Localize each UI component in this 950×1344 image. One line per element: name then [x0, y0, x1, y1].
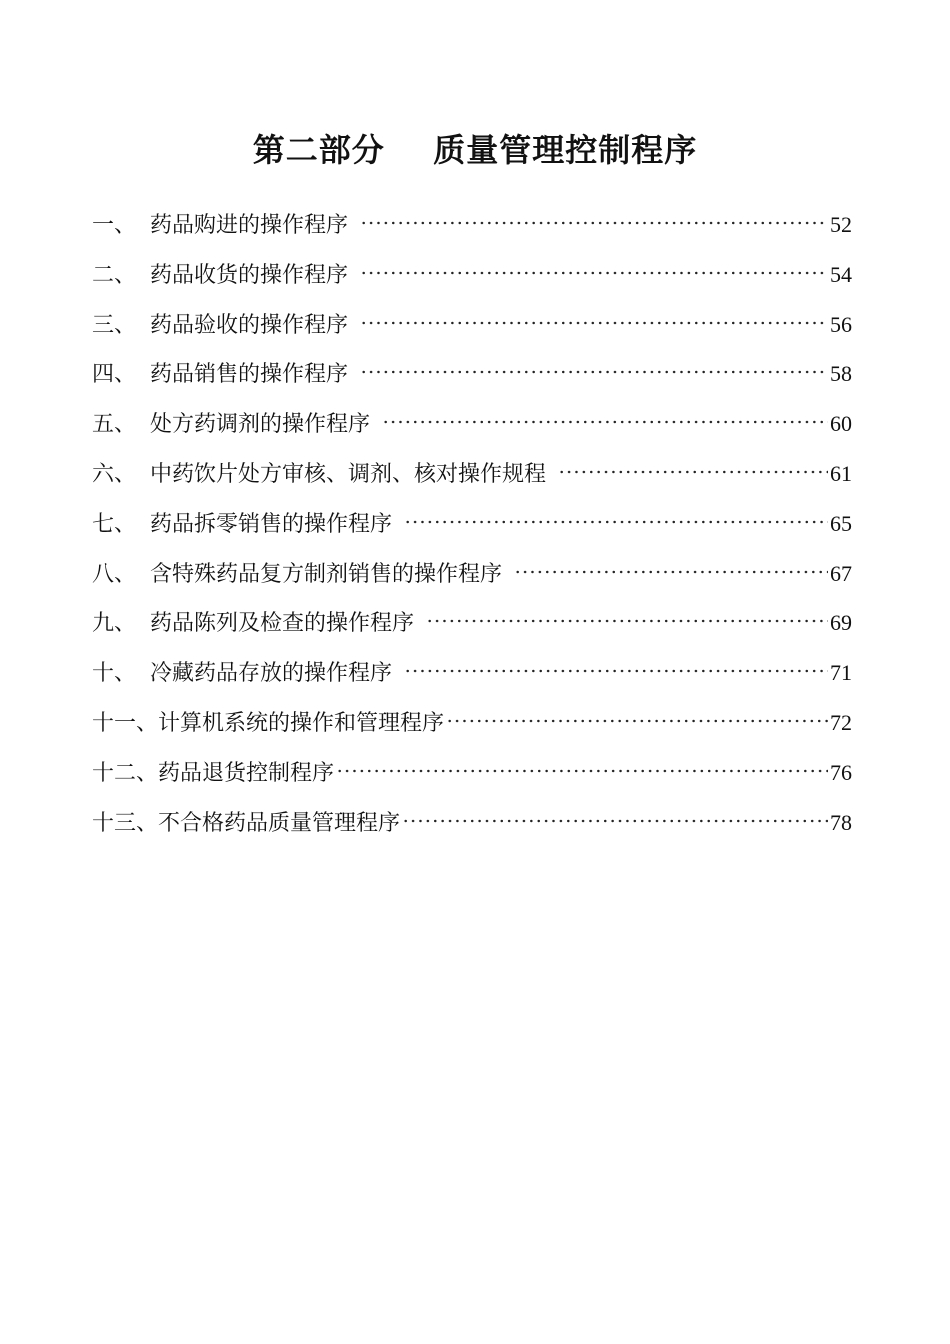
toc-entry[interactable] [92, 354, 852, 404]
toc-dot-leader [360, 271, 828, 275]
toc-entry-page: 72 [830, 709, 852, 735]
toc-entry-page: 69 [830, 610, 852, 636]
toc-entry-label: 药品陈列及检查的操作程序 [150, 611, 415, 637]
toc-entry-label: 计算机系统的操作和管理程序 [158, 710, 445, 736]
toc-entry[interactable] [92, 603, 852, 653]
toc-entry[interactable] [92, 803, 852, 853]
toc-entry-label: 含特殊药品复方制剂销售的操作程序 [150, 561, 503, 587]
toc-entry[interactable] [92, 205, 852, 255]
toc-entry[interactable] [92, 504, 852, 554]
toc-entry-number: 五、 [92, 412, 137, 438]
toc-entry-number: 六、 [92, 461, 137, 487]
toc-entry-number: 二、 [92, 262, 137, 288]
toc-entry-label: 药品购进的操作程序 [150, 213, 349, 238]
toc-entry-page: 78 [830, 809, 852, 835]
toc-entry-page: 76 [830, 759, 852, 785]
toc-entry-label: 药品验收的操作程序 [150, 312, 349, 338]
table-of-contents [92, 205, 852, 852]
toc-entry-page: 54 [830, 261, 852, 287]
toc-dot-leader [446, 719, 828, 723]
toc-dot-leader [360, 370, 828, 374]
toc-entry[interactable] [92, 703, 852, 753]
toc-dot-leader [402, 819, 828, 823]
toc-entry[interactable] [92, 454, 852, 504]
toc-entry-label: 药品销售的操作程序 [150, 362, 349, 388]
toc-dot-leader [404, 669, 828, 673]
toc-entry-label: 冷藏药品存放的操作程序 [150, 661, 393, 687]
toc-dot-leader [514, 570, 828, 574]
toc-dot-leader [382, 420, 828, 424]
toc-entry-label: 处方药调剂的操作程序 [150, 412, 371, 438]
toc-entry-page: 71 [830, 660, 852, 686]
toc-entry-number: 八、 [92, 561, 137, 587]
toc-entry[interactable] [92, 255, 852, 305]
toc-entry-label: 药品收货的操作程序 [150, 262, 349, 288]
toc-dot-leader [558, 470, 828, 474]
toc-entry-number: 十三、 [92, 810, 159, 836]
toc-entry-page: 52 [830, 212, 852, 237]
toc-entry-number: 九、 [92, 611, 137, 637]
toc-entry-number: 十二、 [92, 760, 159, 786]
toc-entry-number: 一、 [92, 213, 137, 238]
toc-entry[interactable] [92, 554, 852, 604]
toc-entry-number: 四、 [92, 362, 137, 388]
toc-dot-leader [360, 221, 828, 225]
toc-entry-page: 56 [830, 311, 852, 337]
toc-entry-label: 药品退货控制程序 [158, 760, 335, 786]
toc-dot-leader [336, 769, 828, 773]
toc-entry[interactable] [92, 653, 852, 703]
toc-entry[interactable] [92, 404, 852, 454]
toc-entry-page: 61 [830, 460, 852, 486]
toc-entry-number: 七、 [92, 511, 137, 537]
toc-dot-leader [426, 619, 828, 623]
toc-dot-leader [360, 321, 828, 325]
toc-entry-number: 十、 [92, 661, 137, 687]
toc-entry[interactable] [92, 753, 852, 803]
page-title: 第二部分 质量管理控制程序 [252, 131, 698, 169]
toc-entry-number: 三、 [92, 312, 137, 338]
toc-entry-label: 中药饮片处方审核、调剂、核对操作规程 [150, 461, 547, 487]
toc-entry-page: 58 [830, 361, 852, 387]
toc-entry-label: 药品拆零销售的操作程序 [150, 511, 393, 537]
toc-entry[interactable] [92, 305, 852, 355]
toc-entry-page: 60 [830, 411, 852, 437]
toc-entry-page: 65 [830, 510, 852, 536]
toc-entry-page: 67 [830, 560, 852, 586]
toc-entry-label: 不合格药品质量管理程序 [158, 810, 401, 836]
toc-entry-number: 十一、 [92, 710, 159, 736]
toc-dot-leader [404, 520, 828, 524]
